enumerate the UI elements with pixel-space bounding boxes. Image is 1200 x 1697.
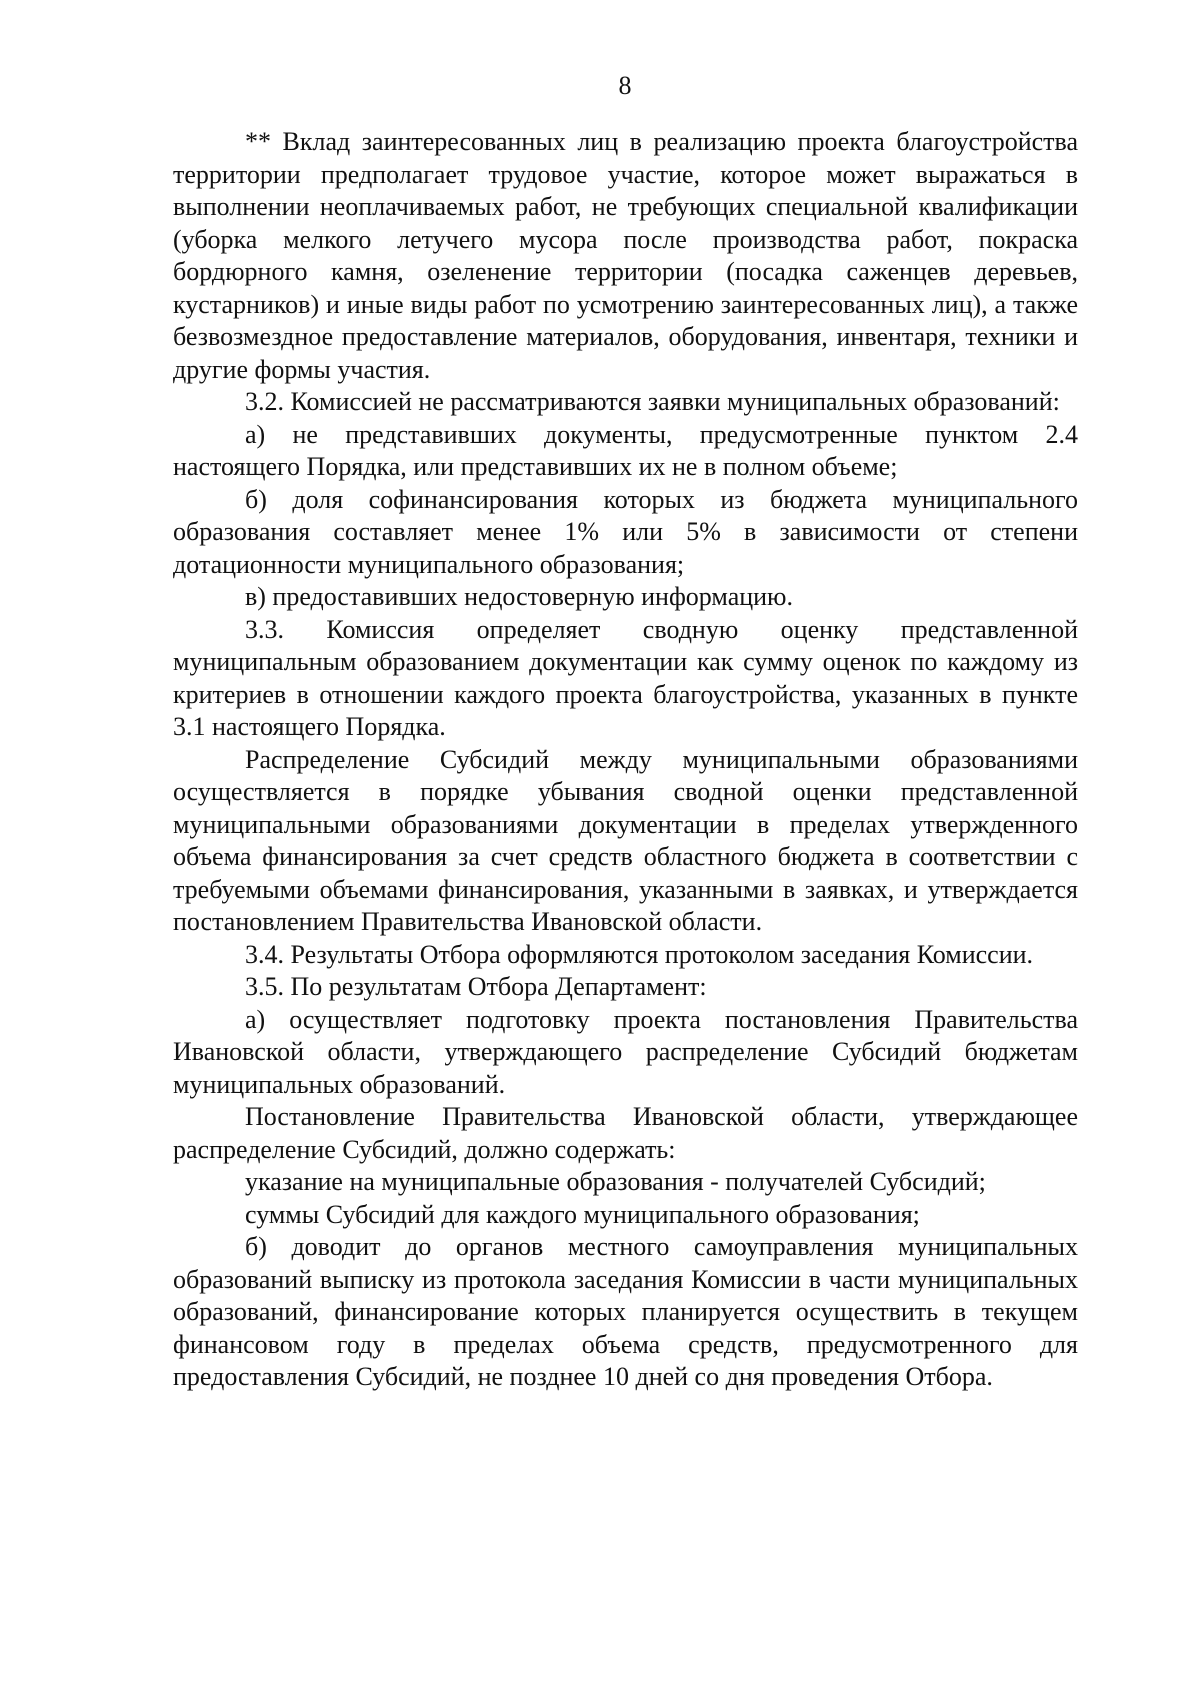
paragraph-3-2-b: б) доля софинансирования которых из бюджета муниципального образования составляет менее 1% или 5% в зависимости от степени дотационности муниципального образования; <box>173 484 1078 579</box>
paragraph-recipients: указание на муниципальные образования - получателей Субсидий; <box>245 1167 986 1196</box>
paragraph-resolution: Постановление Правительства Ивановской области, утверждающее распределение Субсидий, должно содержать: <box>173 1102 1078 1164</box>
page-number: 8 <box>618 71 632 100</box>
paragraph-3-2-a: а) не представивших документы, предусмотренные пунктом 2.4 настоящего Порядка, или представивших их не в полном объеме; <box>173 419 1078 481</box>
paragraph-contribution-note: ** Вклад заинтересованных лиц в реализацию проекта благоустройства территории предполагает трудовое участие, которое может выражаться в выполнении неоплачиваемых работ, не требующих специальной квалификации (уборка мелкого летучего мусора после производства работ, покраска бордюрного камня, озеленение территории (посадка саженцев деревьев, кустарников) и иные виды работ по усмотрению заинтересованных лиц), а также безвозмездное предоставление материалов, оборудования, инвентаря, техники и другие формы участия. <box>173 127 1078 384</box>
paragraph-3-5-a: а) осуществляет подготовку проекта постановления Правительства Ивановской области, утверждающего распределение Субсидий бюджетам муниципальных образований. <box>173 1004 1078 1099</box>
paragraph-3-2: 3.2. Комиссией не рассматриваются заявки муниципальных образований: <box>245 387 1060 416</box>
paragraph-3-5-b: б) доводит до органов местного самоуправления муниципальных образований выписку из протокола заседания Комиссии в части муниципальных образований, финансирование которых планируется осуществить в текущем финансовом году в пределах объема средств, предусмотренного для предоставления Субсидий, не позднее 10 дней со дня проведения Отбора. <box>173 1232 1078 1391</box>
document-body <box>173 126 1078 1394</box>
paragraph-3-5: 3.5. По результатам Отбора Департамент: <box>245 972 707 1001</box>
paragraph-3-4: 3.4. Результаты Отбора оформляются протоколом заседания Комиссии. <box>245 939 1034 969</box>
paragraph-amounts: суммы Субсидий для каждого муниципального образования; <box>245 1199 920 1229</box>
paragraph-3-2-v: в) предоставивших недостоверную информацию. <box>245 582 793 611</box>
paragraph-3-3: 3.3. Комиссия определяет сводную оценку представленной муниципальным образованием документации как сумму оценок по каждому из критериев в отношении каждого проекта благоустройства, указанных в пункте 3.1 настоящего Порядка. <box>173 614 1078 741</box>
paragraph-distribution: Распределение Субсидий между муниципальными образованиями осуществляется в порядке убывания сводной оценки представленной муниципальными образованиями документации в пределах утвержденного объема финансирования за счет средств областного бюджета в соответствии с требуемыми объемами финансирования, указанными в заявках, и утверждается постановлением Правительства Ивановской области. <box>173 744 1078 936</box>
